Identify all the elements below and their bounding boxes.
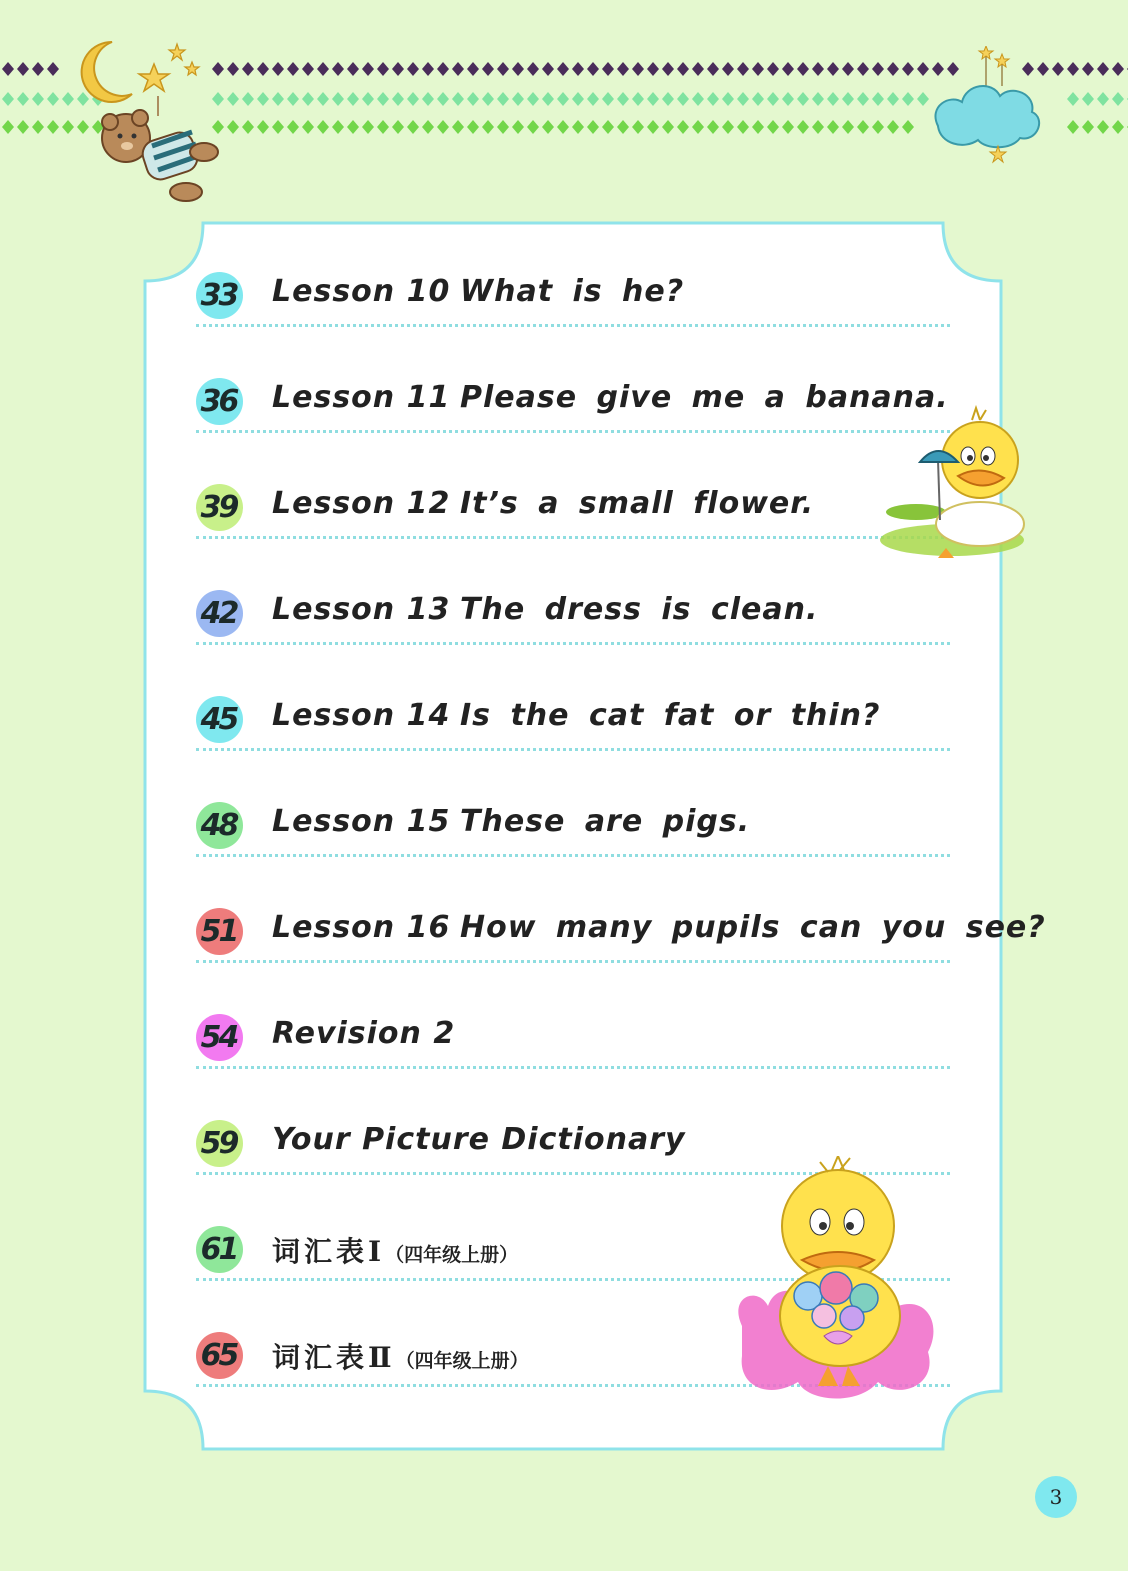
diamond-mark — [752, 120, 764, 134]
diamond-mark — [887, 120, 899, 134]
diamond-mark — [362, 92, 374, 106]
diamond-mark — [47, 62, 59, 76]
lesson-label: Lesson 14 — [272, 698, 451, 733]
diamond-mark — [302, 62, 314, 76]
diamond-mark — [1097, 120, 1109, 134]
diamond-mark — [692, 120, 704, 134]
diamond-mark — [47, 120, 59, 134]
diamond-mark — [392, 92, 404, 106]
diamond-mark — [242, 62, 254, 76]
diamond-mark — [482, 120, 494, 134]
diamond-mark — [662, 62, 674, 76]
diamond-mark — [2, 120, 14, 134]
diamond-mark — [377, 120, 389, 134]
diamond-mark — [287, 62, 299, 76]
diamond-mark — [32, 120, 44, 134]
diamond-mark — [782, 92, 794, 106]
diamond-mark — [257, 62, 269, 76]
diamond-mark — [887, 62, 899, 76]
vocab-note: （四年级上册） — [395, 1350, 529, 1372]
diamond-mark — [1097, 62, 1109, 76]
diamond-mark — [422, 120, 434, 134]
diamond-mark — [887, 92, 899, 106]
diamond-mark — [617, 62, 629, 76]
page-badge: 45 — [196, 696, 243, 743]
dotted-line — [196, 854, 950, 857]
dotted-line — [196, 430, 950, 433]
diamond-mark — [572, 120, 584, 134]
diamond-mark — [872, 92, 884, 106]
diamond-mark — [692, 62, 704, 76]
duck-umbrella-icon — [876, 400, 1032, 570]
diamond-mark — [1082, 92, 1094, 106]
toc-entry[interactable] — [196, 260, 950, 366]
diamond-mark — [1082, 62, 1094, 76]
diamond-mark — [707, 62, 719, 76]
page-badge: 54 — [196, 1014, 243, 1061]
dotted-line — [196, 324, 950, 327]
toc-entry[interactable] — [196, 578, 950, 684]
diamond-mark — [422, 62, 434, 76]
diamond-mark — [842, 62, 854, 76]
diamond-mark — [632, 62, 644, 76]
diamond-mark — [647, 92, 659, 106]
page-badge: 61 — [196, 1226, 243, 1273]
diamond-mark — [257, 120, 269, 134]
diamond-mark — [587, 92, 599, 106]
diamond-mark — [767, 120, 779, 134]
diamond-mark — [752, 62, 764, 76]
page-badge: 65 — [196, 1332, 243, 1379]
page-badge: 36 — [196, 378, 243, 425]
diamond-mark — [602, 120, 614, 134]
diamond-mark — [812, 120, 824, 134]
diamond-mark — [227, 120, 239, 134]
diamond-mark — [1052, 62, 1064, 76]
lesson-label: Lesson 12 — [272, 486, 451, 521]
lesson-title: Please give me a banana. — [460, 380, 949, 415]
diamond-mark — [272, 120, 284, 134]
diamond-mark — [632, 92, 644, 106]
diamond-mark — [497, 120, 509, 134]
diamond-mark — [47, 92, 59, 106]
diamond-mark — [617, 120, 629, 134]
diamond-mark — [647, 120, 659, 134]
diamond-mark — [227, 92, 239, 106]
diamond-mark — [827, 92, 839, 106]
diamond-mark — [32, 62, 44, 76]
bear-icon — [96, 96, 226, 220]
diamond-mark — [392, 62, 404, 76]
page-number: 3 — [1035, 1476, 1077, 1518]
diamond-mark — [1097, 92, 1109, 106]
diamond-mark — [662, 120, 674, 134]
diamond-mark — [347, 62, 359, 76]
diamond-mark — [707, 120, 719, 134]
diamond-mark — [797, 92, 809, 106]
dotted-line — [196, 748, 950, 751]
page-badge: 42 — [196, 590, 243, 637]
toc-entry[interactable] — [196, 790, 950, 896]
duck-flowers-icon — [728, 1156, 948, 1410]
diamond-mark — [452, 62, 464, 76]
diamond-mark — [737, 120, 749, 134]
diamond-mark — [272, 92, 284, 106]
diamond-mark — [482, 92, 494, 106]
diamond-mark — [317, 62, 329, 76]
diamond-mark — [857, 92, 869, 106]
diamond-mark — [632, 120, 644, 134]
diamond-mark — [377, 92, 389, 106]
diamond-mark — [2, 62, 14, 76]
diamond-mark — [572, 62, 584, 76]
diamond-mark — [497, 92, 509, 106]
page-badge: 33 — [196, 272, 243, 319]
diamond-mark — [512, 62, 524, 76]
diamond-mark — [287, 120, 299, 134]
diamond-mark — [602, 92, 614, 106]
diamond-mark — [752, 92, 764, 106]
diamond-mark — [77, 120, 89, 134]
diamond-mark — [332, 92, 344, 106]
lesson-label: Your Picture Dictionary — [272, 1122, 686, 1157]
diamond-mark — [572, 92, 584, 106]
lesson-title: Is the cat fat or thin? — [460, 698, 881, 733]
diamond-mark — [542, 62, 554, 76]
diamond-mark — [542, 120, 554, 134]
diamond-mark — [872, 62, 884, 76]
diamond-mark — [677, 92, 689, 106]
diamond-mark — [527, 120, 539, 134]
diamond-mark — [557, 92, 569, 106]
lesson-label: Revision 2 — [272, 1016, 456, 1051]
diamond-mark — [452, 92, 464, 106]
dotted-line — [196, 1066, 950, 1069]
diamond-mark — [587, 120, 599, 134]
dotted-line — [196, 642, 950, 645]
cloud-icon — [928, 46, 1046, 170]
toc-entry[interactable] — [196, 1002, 950, 1108]
diamond-mark — [557, 120, 569, 134]
diamond-mark — [362, 62, 374, 76]
lesson-label: Lesson 15 — [272, 804, 451, 839]
lesson-label: Lesson 13 — [272, 592, 451, 627]
diamond-mark — [257, 92, 269, 106]
page-badge: 51 — [196, 908, 243, 955]
diamond-mark — [527, 62, 539, 76]
diamond-mark — [602, 62, 614, 76]
page-badge: 48 — [196, 802, 243, 849]
page-badge: 59 — [196, 1120, 243, 1167]
diamond-mark — [347, 120, 359, 134]
diamond-mark — [422, 92, 434, 106]
diamond-mark — [872, 120, 884, 134]
diamond-mark — [242, 92, 254, 106]
diamond-mark — [467, 92, 479, 106]
diamond-mark — [17, 62, 29, 76]
lesson-title: What is he? — [460, 274, 685, 309]
diamond-mark — [2, 92, 14, 106]
lesson-label: Lesson 11 — [272, 380, 451, 415]
diamond-mark — [377, 62, 389, 76]
diamond-mark — [497, 62, 509, 76]
toc-entry[interactable] — [196, 366, 950, 472]
diamond-mark — [272, 62, 284, 76]
toc-entry[interactable] — [196, 472, 950, 578]
diamond-mark — [62, 120, 74, 134]
diamond-mark — [527, 92, 539, 106]
diamond-mark — [692, 92, 704, 106]
diamond-mark — [242, 120, 254, 134]
lesson-title: These are pigs. — [460, 804, 751, 839]
diamond-mark — [677, 120, 689, 134]
diamond-mark — [302, 120, 314, 134]
lesson-title: How many pupils can you see? — [460, 910, 1046, 945]
diamond-mark — [1067, 62, 1079, 76]
diamond-mark — [17, 92, 29, 106]
diamond-mark — [437, 120, 449, 134]
diamond-mark — [722, 62, 734, 76]
diamond-mark — [1112, 120, 1124, 134]
diamond-mark — [542, 92, 554, 106]
diamond-mark — [617, 92, 629, 106]
lesson-label: Lesson 10 — [272, 274, 451, 309]
diamond-mark — [362, 120, 374, 134]
diamond-mark — [827, 62, 839, 76]
diamond-mark — [857, 120, 869, 134]
diamond-mark — [737, 62, 749, 76]
diamond-mark — [1112, 92, 1124, 106]
diamond-mark — [347, 92, 359, 106]
lesson-title: The dress is clean. — [460, 592, 819, 627]
diamond-mark — [212, 62, 224, 76]
diamond-mark — [332, 62, 344, 76]
vocab-label: 词汇表Ⅱ（四年级上册） — [272, 1341, 529, 1374]
diamond-mark — [332, 120, 344, 134]
diamond-mark — [467, 120, 479, 134]
diamond-mark — [722, 92, 734, 106]
diamond-mark — [407, 92, 419, 106]
diamond-mark — [437, 62, 449, 76]
diamond-mark — [1067, 120, 1079, 134]
diamond-mark — [797, 62, 809, 76]
diamond-mark — [512, 120, 524, 134]
diamond-mark — [317, 120, 329, 134]
toc-entry[interactable] — [196, 684, 950, 790]
diamond-mark — [302, 92, 314, 106]
lesson-title: It’s a small flower. — [460, 486, 815, 521]
diamond-mark — [812, 62, 824, 76]
diamond-mark — [1067, 92, 1079, 106]
diamond-mark — [437, 92, 449, 106]
vocab-label: 词汇表Ⅰ（四年级上册） — [272, 1235, 519, 1268]
vocab-note: （四年级上册） — [385, 1244, 519, 1266]
diamond-mark — [317, 92, 329, 106]
diamond-mark — [842, 92, 854, 106]
diamond-mark — [782, 62, 794, 76]
diamond-mark — [902, 120, 914, 134]
diamond-mark — [557, 62, 569, 76]
diamond-mark — [677, 62, 689, 76]
diamond-mark — [452, 120, 464, 134]
dotted-line — [196, 960, 950, 963]
diamond-mark — [467, 62, 479, 76]
diamond-mark — [782, 120, 794, 134]
diamond-mark — [392, 120, 404, 134]
diamond-mark — [17, 120, 29, 134]
diamond-mark — [902, 62, 914, 76]
diamond-mark — [797, 120, 809, 134]
diamond-mark — [407, 62, 419, 76]
diamond-mark — [812, 92, 824, 106]
diamond-mark — [32, 92, 44, 106]
diamond-mark — [587, 62, 599, 76]
diamond-mark — [1082, 120, 1094, 134]
diamond-mark — [287, 92, 299, 106]
diamond-mark — [407, 120, 419, 134]
diamond-mark — [482, 62, 494, 76]
diamond-mark — [857, 62, 869, 76]
diamond-mark — [737, 92, 749, 106]
diamond-mark — [842, 120, 854, 134]
diamond-mark — [512, 92, 524, 106]
diamond-mark — [662, 92, 674, 106]
diamond-mark — [767, 62, 779, 76]
lesson-label: Lesson 16 — [272, 910, 451, 945]
dotted-line — [196, 536, 950, 539]
diamond-mark — [902, 92, 914, 106]
toc-entry[interactable] — [196, 896, 1046, 1002]
diamond-mark — [767, 92, 779, 106]
diamond-mark — [1112, 62, 1124, 76]
diamond-mark — [647, 62, 659, 76]
diamond-mark — [227, 62, 239, 76]
page-badge: 39 — [196, 484, 243, 531]
diamond-mark — [707, 92, 719, 106]
diamond-mark — [722, 120, 734, 134]
diamond-mark — [827, 120, 839, 134]
